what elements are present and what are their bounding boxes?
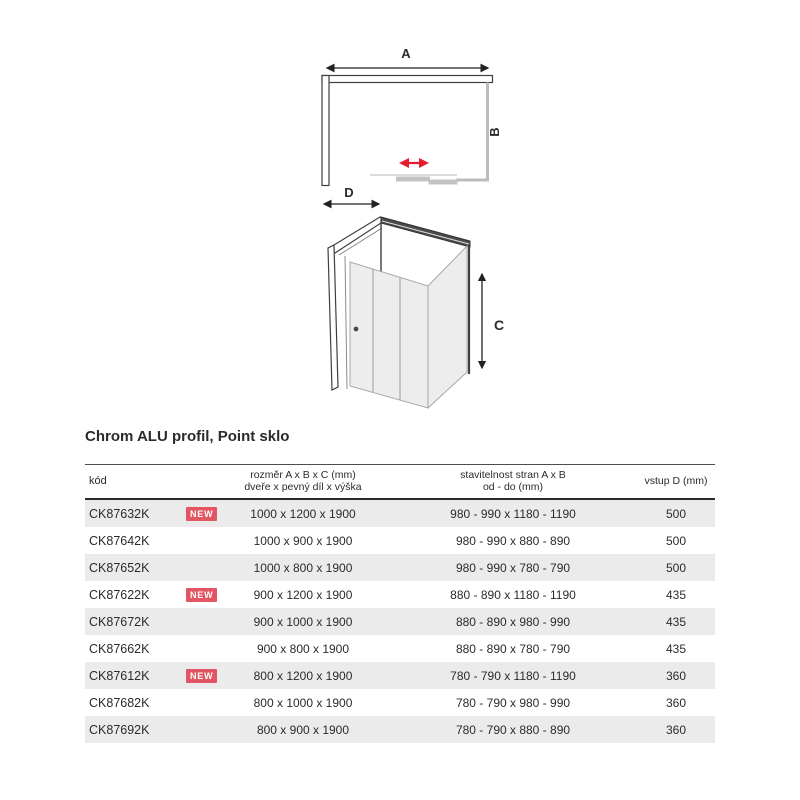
new-badge-cell bbox=[185, 668, 217, 683]
entry-width-cell: 360 bbox=[665, 668, 687, 683]
new-badge-cell bbox=[185, 506, 217, 521]
product-code: CK87642K bbox=[89, 533, 150, 548]
plan-view-drawing bbox=[300, 40, 530, 220]
table-row bbox=[85, 554, 715, 581]
spec-table-body bbox=[85, 500, 715, 743]
table-row bbox=[85, 581, 715, 608]
entry-width-cell: 500 bbox=[665, 533, 687, 548]
adjustability-cell: 980 - 990 x 1180 - 1190 bbox=[450, 506, 576, 521]
isometric-view-diagram bbox=[295, 212, 535, 420]
left-glass-edge bbox=[345, 256, 347, 389]
isometric-drawing bbox=[295, 212, 535, 420]
front-glass-panels bbox=[350, 262, 428, 408]
table-row bbox=[85, 635, 715, 662]
adjustability-cell: 880 - 890 x 980 - 990 bbox=[455, 614, 571, 629]
dimension-cell: 900 x 1000 x 1900 bbox=[253, 614, 353, 629]
col-header-code: kód bbox=[89, 474, 107, 487]
adjustability-cell: 980 - 990 x 780 - 790 bbox=[455, 560, 571, 575]
col-header-entry: vstup D (mm) bbox=[644, 474, 708, 487]
table-header-row bbox=[85, 464, 715, 500]
col-header-adjustability-line2: od - do (mm) bbox=[482, 480, 544, 493]
adjustability-cell: 880 - 890 x 1180 - 1190 bbox=[450, 587, 576, 602]
door-handle-icon bbox=[354, 327, 359, 332]
dimension-cell: 800 x 900 x 1900 bbox=[256, 722, 350, 737]
dimension-cell: 800 x 1000 x 1900 bbox=[253, 695, 353, 710]
product-code: CK87652K bbox=[89, 560, 150, 575]
sliding-door-panel-1 bbox=[396, 177, 430, 182]
dim-label-d: D bbox=[344, 185, 354, 200]
dim-label-a: A bbox=[401, 46, 411, 61]
left-wall-profile-3d bbox=[328, 245, 338, 390]
new-badge-cell bbox=[185, 587, 217, 602]
table-row bbox=[85, 608, 715, 635]
adjustability-cell: 880 - 890 x 780 - 790 bbox=[455, 641, 571, 656]
top-wall-profile bbox=[322, 76, 493, 83]
dim-label-c: C bbox=[493, 317, 505, 333]
dimension-cell: 900 x 1200 x 1900 bbox=[253, 587, 353, 602]
dimension-cell: 800 x 1200 x 1900 bbox=[253, 668, 353, 683]
table-row bbox=[85, 716, 715, 743]
rail-highlight bbox=[382, 221, 469, 244]
col-header-adjustability bbox=[389, 470, 637, 493]
product-code: CK87632K bbox=[89, 506, 150, 521]
product-code: CK87682K bbox=[89, 695, 150, 710]
product-code: CK87612K bbox=[89, 668, 150, 683]
dimension-cell: 1000 x 900 x 1900 bbox=[253, 533, 353, 548]
new-badge: NEW bbox=[186, 588, 217, 603]
dimension-cell: 1000 x 800 x 1900 bbox=[253, 560, 353, 575]
table-row bbox=[85, 662, 715, 689]
top-left-rail bbox=[329, 217, 384, 253]
dimension-cell: 900 x 800 x 1900 bbox=[256, 641, 350, 656]
table-row bbox=[85, 689, 715, 716]
adjustability-cell: 780 - 790 x 980 - 990 bbox=[455, 695, 571, 710]
adjustability-cell: 780 - 790 x 1180 - 1190 bbox=[450, 668, 576, 683]
product-code: CK87692K bbox=[89, 722, 150, 737]
table-row bbox=[85, 500, 715, 527]
adjustability-cell: 780 - 790 x 880 - 890 bbox=[455, 722, 571, 737]
col-header-dimensions-line2: dveře x pevný díl x výška bbox=[244, 480, 362, 493]
sliding-door-panel-2 bbox=[429, 180, 458, 185]
entry-width-cell: 360 bbox=[665, 722, 687, 737]
dim-label-b: B bbox=[487, 127, 502, 137]
product-code: CK87662K bbox=[89, 641, 150, 656]
entry-width-cell: 360 bbox=[665, 695, 687, 710]
product-code: CK87622K bbox=[89, 587, 150, 602]
col-header-dimensions-line1: rozměr A x B x C (mm) bbox=[250, 469, 356, 481]
entry-width-cell: 435 bbox=[665, 641, 687, 656]
entry-width-cell: 435 bbox=[665, 587, 687, 602]
plan-view-diagram bbox=[300, 40, 530, 220]
entry-width-cell: 500 bbox=[665, 560, 687, 575]
side-glass-panel bbox=[428, 246, 467, 408]
new-badge: NEW bbox=[186, 669, 217, 684]
adjustability-cell: 980 - 990 x 880 - 890 bbox=[455, 533, 571, 548]
col-header-dimensions bbox=[217, 470, 389, 493]
left-wall-profile bbox=[322, 76, 329, 186]
product-code: CK87672K bbox=[89, 614, 150, 629]
spec-table bbox=[85, 464, 715, 743]
dimension-cell: 1000 x 1200 x 1900 bbox=[250, 506, 356, 521]
entry-width-cell: 435 bbox=[665, 614, 687, 629]
col-header-adjustability-line1: stavitelnost stran A x B bbox=[460, 469, 566, 481]
section-title: Chrom ALU profil, Point sklo bbox=[85, 428, 290, 445]
entry-width-cell: 500 bbox=[665, 506, 687, 521]
table-row bbox=[85, 527, 715, 554]
new-badge: NEW bbox=[186, 507, 217, 522]
